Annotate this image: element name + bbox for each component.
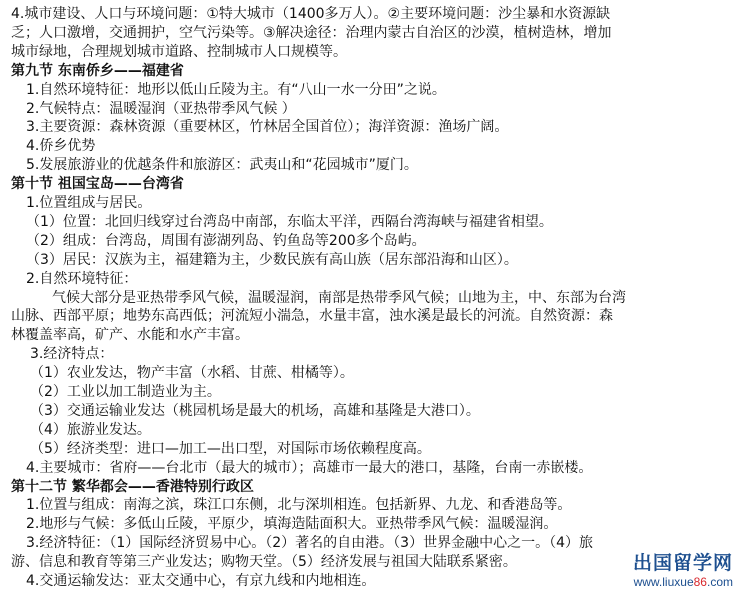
text-line: 4.交通运输发达：亚太交通中心，有京九线和内地相连。 [26,573,376,589]
watermark-logo [633,553,733,589]
text-line: （3）交通运输业发达（桃园机场是最大的机场，高雄和基隆是大港口）。 [30,402,480,419]
text-line: 3.经济特征：（1）国际经济贸易中心。（2）著名的自由港。（3）世界金融中心之一。（4）旅 [26,535,593,552]
text-line: （2）工业以加工制造业为主。 [30,384,221,400]
text-line: 5.发展旅游业的优越条件和旅游区：武夷山和“花园城市”厦门。 [26,157,418,174]
text-line: 1.自然环境特征：地形以低山丘陵为主。有“八山一水一分田”之说。 [26,81,446,98]
text-line: （1）位置：北回归线穿过台湾岛中南部，东临太平洋，西隔台湾海峡与福建省相望。 [26,213,553,230]
text-line: 山脉、西部平原；地势东高西低；河流短小湍急，水量丰富，浊水溪是最长的河流。自然资源：森 [11,308,613,325]
text-line: 2.气候特点：温暖湿润（亚热带季风气候 ） [26,100,296,117]
section-heading: 第九节 东南侨乡——福建省 [11,62,184,79]
text-line: 林覆盖率高，矿产、水能和水产丰富。 [11,327,249,344]
text-line: 4.主要城市：省府——台北市（最大的城市）；高雄市一最大的港口，基隆，台南一赤嵌楼。 [26,459,593,476]
section-heading: 第十节 祖国宝岛——台湾省 [11,176,184,193]
text-line: 3.经济特点： [30,346,114,363]
text-line: （2）组成：台湾岛，周围有澎湖列岛、钓鱼岛等200多个岛屿。 [26,232,426,249]
text-line: 乏；人口激增，交通拥护，空气污染等。③解决途径：治理内蒙古自治区的沙漠，植树造林，增加 [11,24,612,41]
watermark-url-suffix: .com [706,575,733,589]
text-line: 气候大部分是亚热带季风气候，温暖湿润，南部是热带季风气候；山地为主，中、东部为台湾 [52,289,626,306]
text-line: 游、信息和教育等第三产业发达；购物天堂。（5）经济发展与祖国大陆联系紧密。 [11,554,517,571]
text-line: 2.自然环境特征： [26,270,138,287]
text-line: 4.侨乡优势 [26,138,96,155]
section-heading: 第十二节 繁华都会——香港特别行政区 [11,478,254,495]
text-line: （1）农业发达，物产丰富（水稻、甘蔗、柑橘等）。 [30,365,354,382]
watermark-url-prefix: www.liuxue [633,575,694,589]
text-line: 1.位置组成与居民。 [26,195,152,211]
text-line: 4.城市建设、人口与环境问题：①特大城市（1400多万人）。②主要环境问题：沙尘暴和水资源缺 [11,6,611,22]
watermark-url-highlight: 86 [693,575,707,589]
text-line: 3.主要资源：森林资源（重要林区，竹林居全国首位）；海洋资源：渔场广阔。 [26,119,509,136]
text-line: 2.地形与气候：多低山丘陵，平原少，填海造陆面积大。亚热带季风气候：温暖湿润。 [26,516,558,533]
text-line: 城市绿地，合理规划城市道路、控制城市人口规模等。 [11,43,347,60]
watermark-title: 出国留学网 [632,553,733,574]
watermark-url [633,575,733,589]
text-line: 1.位置与组成：南海之滨，珠江口东侧，北与深圳相连。包括新界、九龙、和香港岛等。 [26,497,572,514]
text-line: （4）旅游业发达。 [30,421,151,438]
text-line: （3）居民：汉族为主，福建籍为主，少数民族有高山族（居东部沿海和山区）。 [26,251,518,268]
text-line: （5）经济类型：进口—加工—出口型，对国际市场依赖程度高。 [30,440,431,457]
